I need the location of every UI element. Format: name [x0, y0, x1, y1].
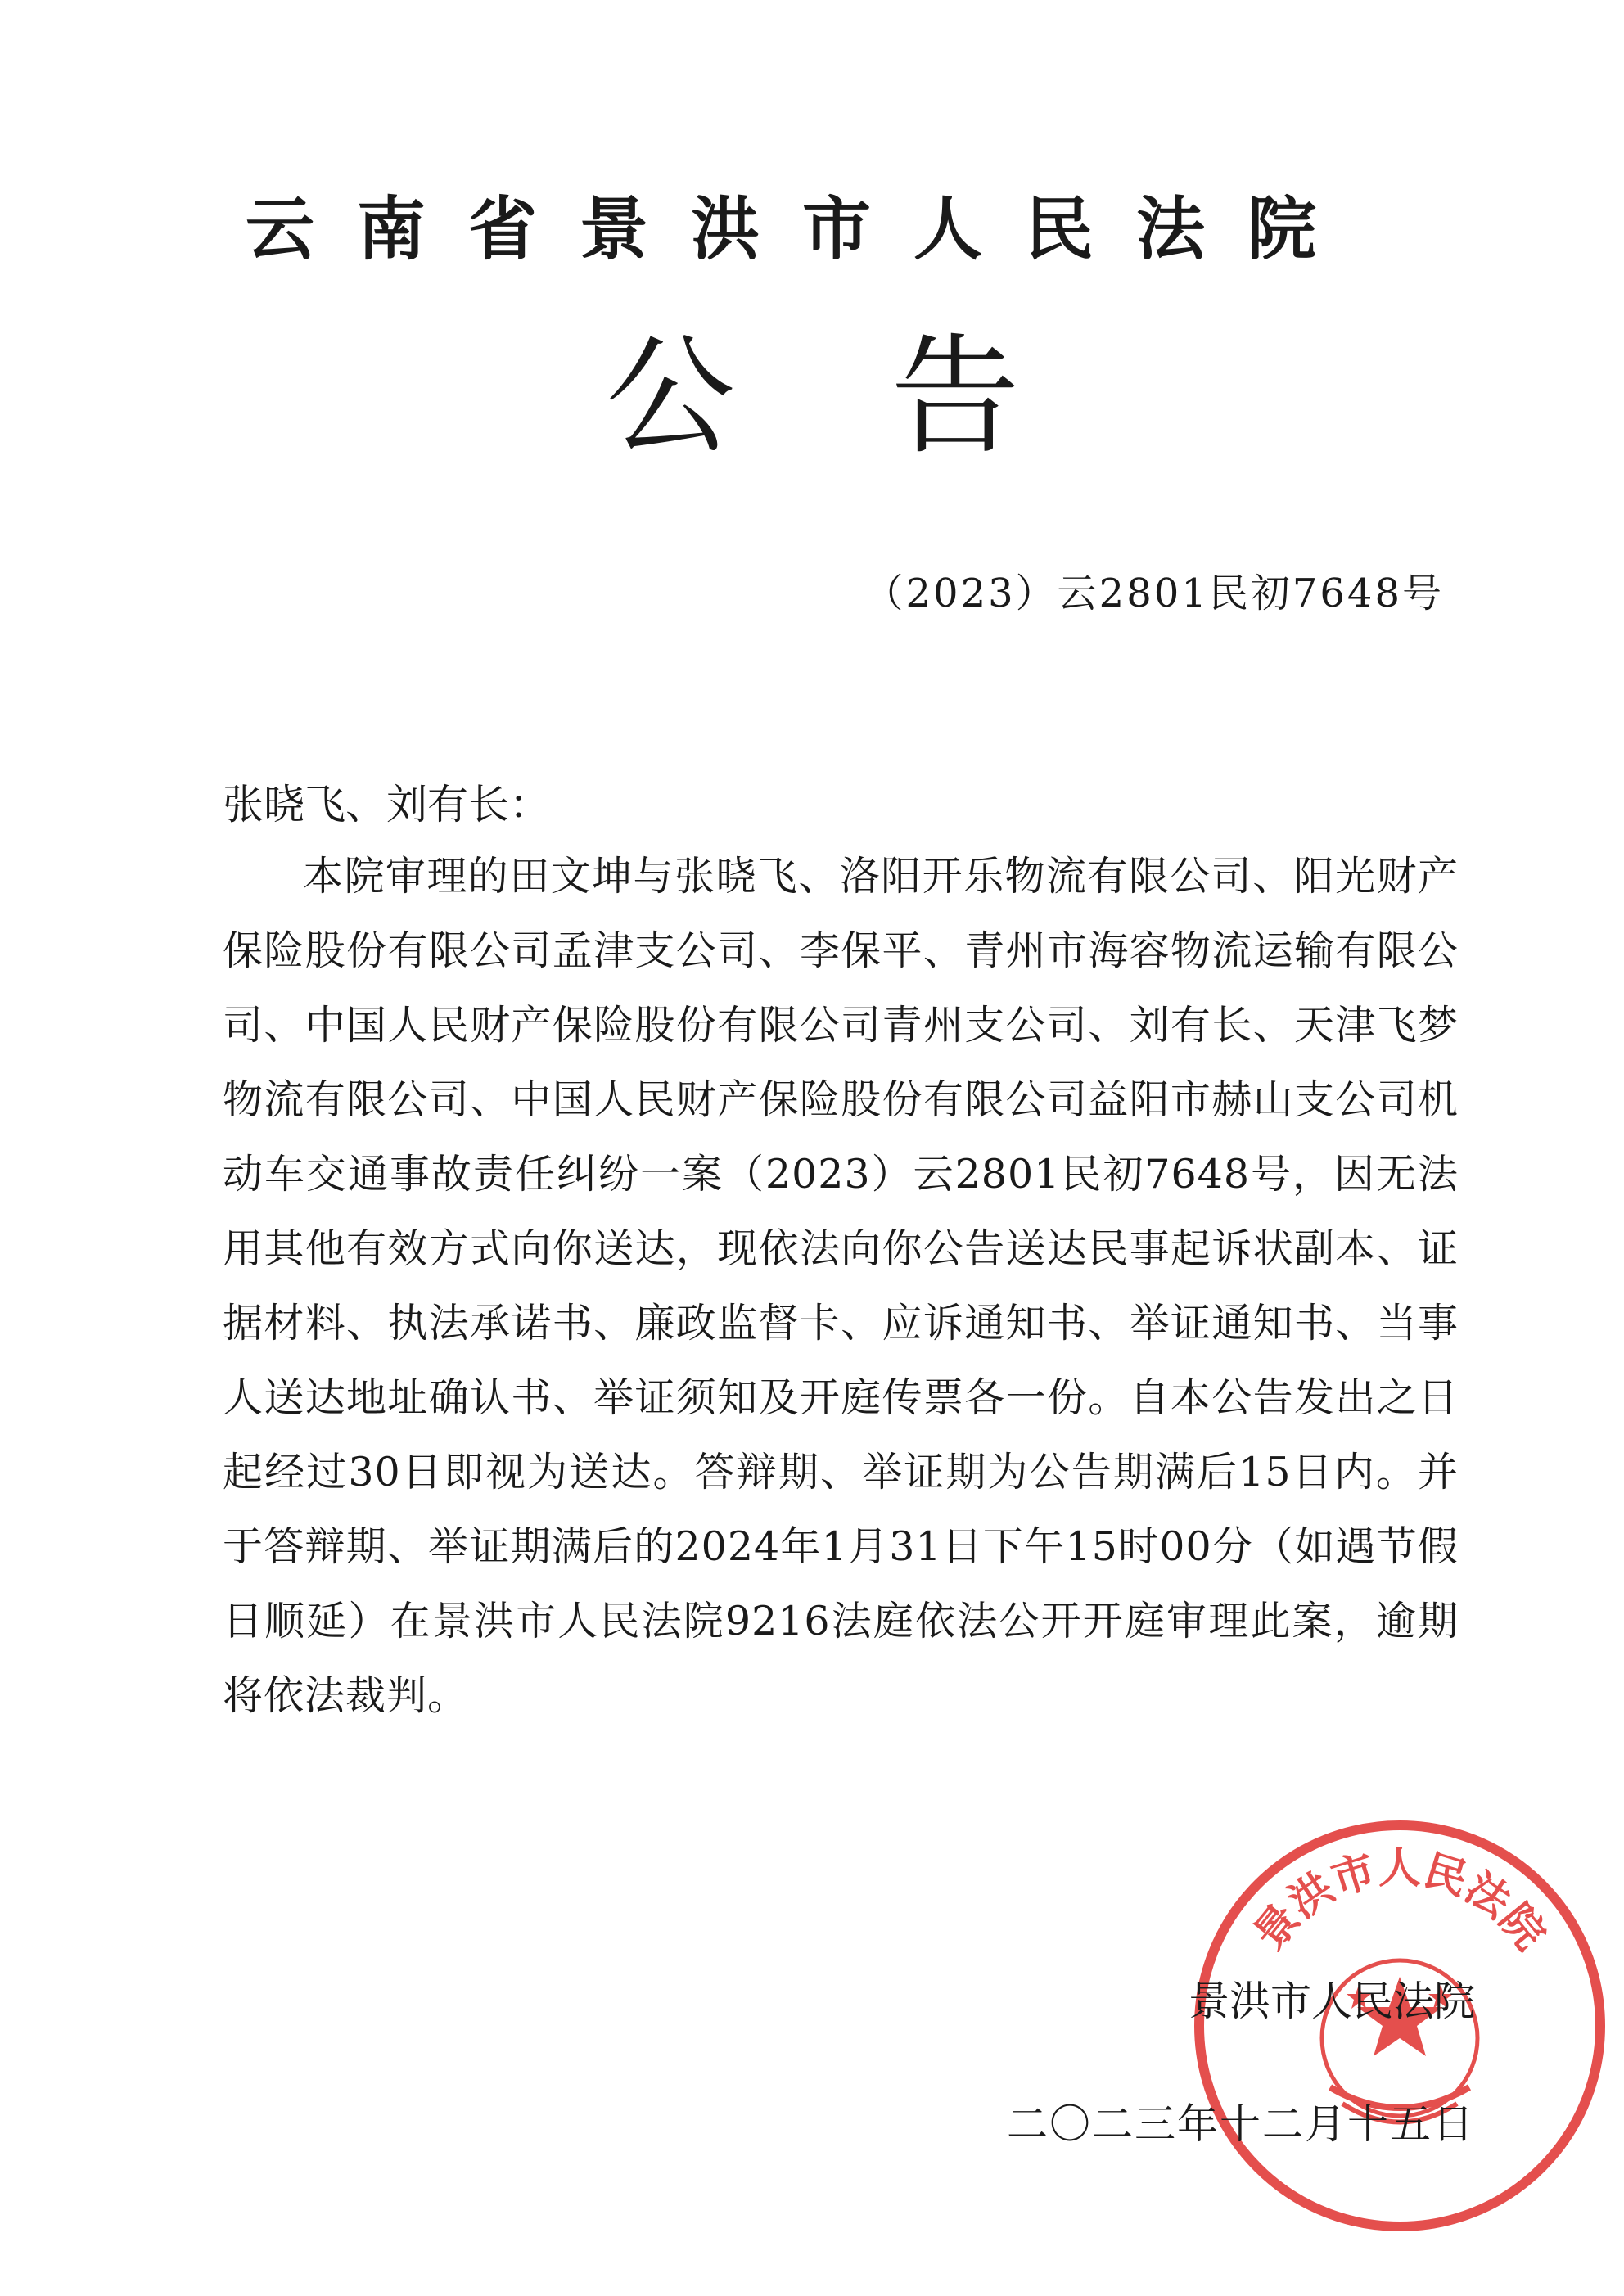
signature-date: 二〇二三年十二月十五日 — [1007, 2100, 1475, 2148]
signature-court: 景洪市人民法院 — [1189, 1978, 1475, 2025]
case-number: （2023）云2801民初7648号 — [864, 571, 1444, 616]
notice-body: 本院审理的田文坤与张晓飞、洛阳开乐物流有限公司、阳光财产保险股份有限公司孟津支公司、李保平、青州市海容物流运输有限公司、中国人民财产保险股份有限公司青州支公司、刘有长、天津飞梦物流有限公司、中国人民财产保险股份有限公司益阳市赫山支公司机动车交通事故责任纠纷一案（2023）云2801民初7648号，因无法用其他有效方式向你送达，现依法向你公告送达民事起诉状副本、证据材料、执法承诺书、廉政监督卡、应诉通知书、举证通知书、当事人送达地址确认书、举证须知及开庭传票各一份。自本公告发出之日起经过30日即视为送达。答辩期、举证期为公告期满后15日内。并于答辩期、举证期满后的2024年1月31日下午15时00分（如遇节假日顺延）在景洪市人民法院9216法庭依法公开开庭审理此案，逾期将依法裁判。 — [223, 853, 1459, 1719]
addressee: 张晓飞、刘有长： — [223, 781, 550, 828]
svg-text:景洪市人民法院: 景洪市人民法院 — [1244, 1843, 1555, 1960]
notice-title: 公告 — [606, 322, 1175, 472]
court-name-heading: 云南省景洪市人民法院 — [246, 188, 1360, 269]
